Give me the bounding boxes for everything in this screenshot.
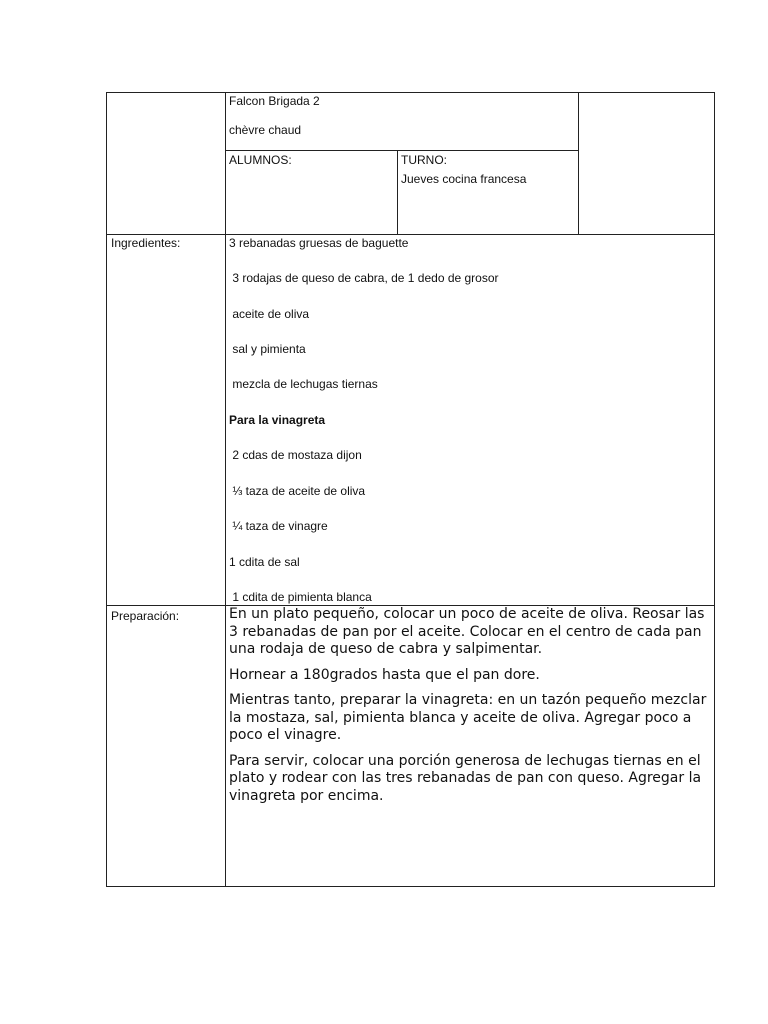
ingredient-item: mezcla de lechugas tiernas <box>229 377 378 391</box>
brigade-name: Falcon Brigada 2 <box>229 94 320 108</box>
divider-header-middle <box>225 150 579 151</box>
ingredient-item: sal y pimienta <box>229 342 306 356</box>
preparation-label: Preparación: <box>111 609 180 623</box>
students-label: ALUMNOS: <box>229 153 292 167</box>
ingredient-item: 3 rodajas de queso de cabra, de 1 dedo de grosor <box>229 271 499 285</box>
divider-col-right-header <box>578 92 579 235</box>
ingredient-item: 1 cdita de pimienta blanca <box>229 590 372 604</box>
ingredient-item: 3 rebanadas gruesas de baguette <box>229 236 409 250</box>
ingredients-label: Ingredientes: <box>111 236 181 250</box>
divider-header-bottom <box>106 234 715 235</box>
preparation-step: Mientras tanto, preparar la vinagreta: en un tazón pequeño mezclar la mostaza, sal, pimienta blanca y aceite de oliva. Agregar poco a poco el vinagre. <box>229 692 707 743</box>
ingredient-item: 1 cdita de sal <box>229 555 300 569</box>
shift-value: Jueves cocina francesa <box>401 172 527 186</box>
preparation-step: En un plato pequeño, colocar un poco de aceite de oliva. Reosar las 3 rebanadas de pan por el aceite. Colocar en el centro de cada pan una rodaja de queso de cabra y salpimentar. <box>229 606 705 657</box>
preparation-step: Para servir, colocar una porción generosa de lechugas tiernas en el plato y rodear con las tres rebanadas de pan con queso. Agregar la vinagreta por encima. <box>229 752 702 804</box>
divider-header-students-shift <box>397 150 398 235</box>
dish-name: chèvre chaud <box>229 123 302 137</box>
divider-col-left <box>225 92 226 887</box>
preparation-text <box>229 606 709 813</box>
ingredient-item: ⅓ taza de aceite de oliva <box>229 484 366 498</box>
ingredient-item: aceite de oliva <box>229 307 310 321</box>
shift-label: TURNO: <box>401 153 447 167</box>
ingredient-item: ¼ taza de vinagre <box>229 519 328 533</box>
ingredient-item: 2 cdas de mostaza dijon <box>229 448 362 462</box>
preparation-step: Hornear a 180grados hasta que el pan dore. <box>229 666 540 683</box>
vinaigrette-heading: Para la vinagreta <box>229 413 326 427</box>
